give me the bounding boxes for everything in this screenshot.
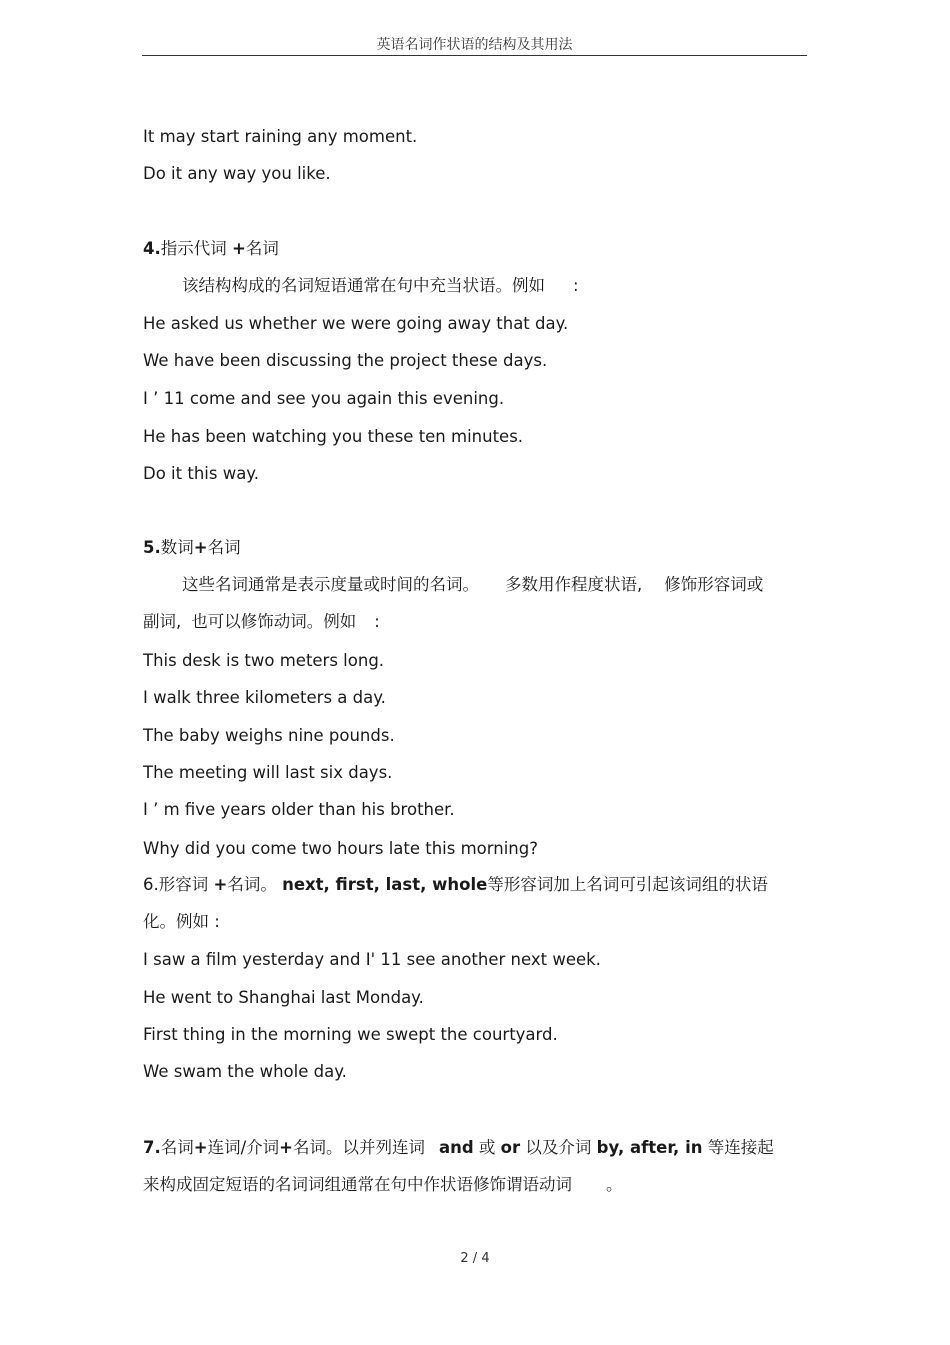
example-sentence: He asked us whether we were going away that day. bbox=[143, 314, 569, 333]
example-sentence: He went to Shanghai last Monday. bbox=[143, 988, 424, 1007]
section-number: 7. bbox=[143, 1138, 161, 1157]
example-sentence: We have been discussing the project these days. bbox=[143, 351, 548, 370]
heading-text: 等连接起 bbox=[707, 1138, 774, 1157]
plus-sign: + bbox=[279, 1138, 293, 1157]
heading-text: 形容词 bbox=[158, 875, 209, 894]
section-5-description bbox=[182, 575, 763, 595]
example-sentence: The meeting will last six days. bbox=[143, 763, 393, 782]
colon: : bbox=[374, 612, 380, 631]
section-number: 5. bbox=[143, 538, 161, 557]
plus-sign: + bbox=[193, 538, 208, 557]
example-sentence: He has been watching you these ten minutes. bbox=[143, 427, 524, 446]
header-rule bbox=[142, 55, 807, 56]
example-sentence: First thing in the morning we swept the courtyard. bbox=[143, 1025, 558, 1044]
section-5-description-cont bbox=[143, 612, 380, 632]
period: 。 bbox=[606, 1175, 623, 1194]
example-sentence: The baby weighs nine pounds. bbox=[143, 726, 395, 745]
example-sentence: Why did you come two hours late this morning? bbox=[143, 839, 539, 858]
description-text: 来构成固定短语的名词词组通常在句中作状语修饰谓语动词 bbox=[143, 1175, 572, 1194]
section-number: 4. bbox=[143, 239, 161, 258]
heading-text: 或 bbox=[478, 1138, 496, 1157]
example-sentence: Do it any way you like. bbox=[143, 164, 331, 183]
example-sentence: We swam the whole day. bbox=[143, 1062, 347, 1081]
plus-sign: + bbox=[232, 239, 246, 258]
example-sentence: I ’ m five years older than his brother. bbox=[143, 800, 455, 819]
example-sentence: This desk is two meters long. bbox=[143, 651, 385, 670]
description-text: 修饰形容词或 bbox=[664, 575, 764, 594]
example-sentence: I ’ 11 come and see you again this evening. bbox=[143, 389, 505, 408]
plus-sign: + bbox=[213, 875, 228, 894]
section-5-heading bbox=[143, 538, 241, 558]
heading-text: 名词。 bbox=[227, 875, 277, 894]
heading-text: 名词 bbox=[160, 1138, 194, 1157]
heading-text: 名词 bbox=[245, 239, 279, 258]
section-6-heading bbox=[143, 875, 768, 895]
section-7-description-cont bbox=[143, 1175, 623, 1195]
page-number: 2 / 4 bbox=[460, 1251, 490, 1266]
keyword-list: next, first, last, whole bbox=[282, 875, 488, 894]
colon: : bbox=[573, 276, 579, 295]
section-6-description-cont: 化。例如 : bbox=[143, 912, 220, 931]
keyword-prepositions: by, after, in bbox=[596, 1138, 703, 1157]
section-4-description bbox=[182, 276, 579, 296]
example-sentence: Do it this way. bbox=[143, 464, 259, 483]
example-sentence: It may start raining any moment. bbox=[143, 127, 418, 146]
section-4-heading bbox=[143, 239, 279, 259]
slash: / bbox=[240, 1138, 247, 1157]
example-sentence: I saw a film yesterday and I' 11 see another next week. bbox=[143, 950, 601, 969]
description-text: 这些名词通常是表示度量或时间的名词。 bbox=[182, 575, 479, 594]
heading-text: 连词 bbox=[207, 1138, 241, 1157]
section-7-heading bbox=[143, 1138, 774, 1158]
heading-text: 数词 bbox=[160, 538, 194, 557]
heading-text: 名词 bbox=[207, 538, 241, 557]
description-text: 等形容词加上名词可引起该词组的状语 bbox=[487, 875, 768, 894]
plus-sign: + bbox=[193, 1138, 208, 1157]
heading-text: 介词 bbox=[246, 1138, 280, 1157]
description-text: 也可以修饰动词。例如 bbox=[191, 612, 357, 631]
description-text: 副词, bbox=[143, 612, 182, 631]
running-header: 英语名词作状语的结构及其用法 bbox=[376, 37, 573, 53]
example-sentence: I walk three kilometers a day. bbox=[143, 688, 386, 707]
heading-text: 指示代词 bbox=[160, 239, 227, 258]
description-text: 该结构构成的名词短语通常在句中充当状语。例如 bbox=[182, 276, 545, 295]
heading-text: 名词。以并列连词 bbox=[292, 1138, 425, 1157]
section-number: 6. bbox=[143, 875, 159, 894]
keyword-and: and bbox=[438, 1138, 474, 1157]
keyword-or: or bbox=[500, 1138, 521, 1157]
description-text: 多数用作程度状语, bbox=[505, 575, 643, 594]
heading-text: 以及介词 bbox=[525, 1138, 592, 1157]
